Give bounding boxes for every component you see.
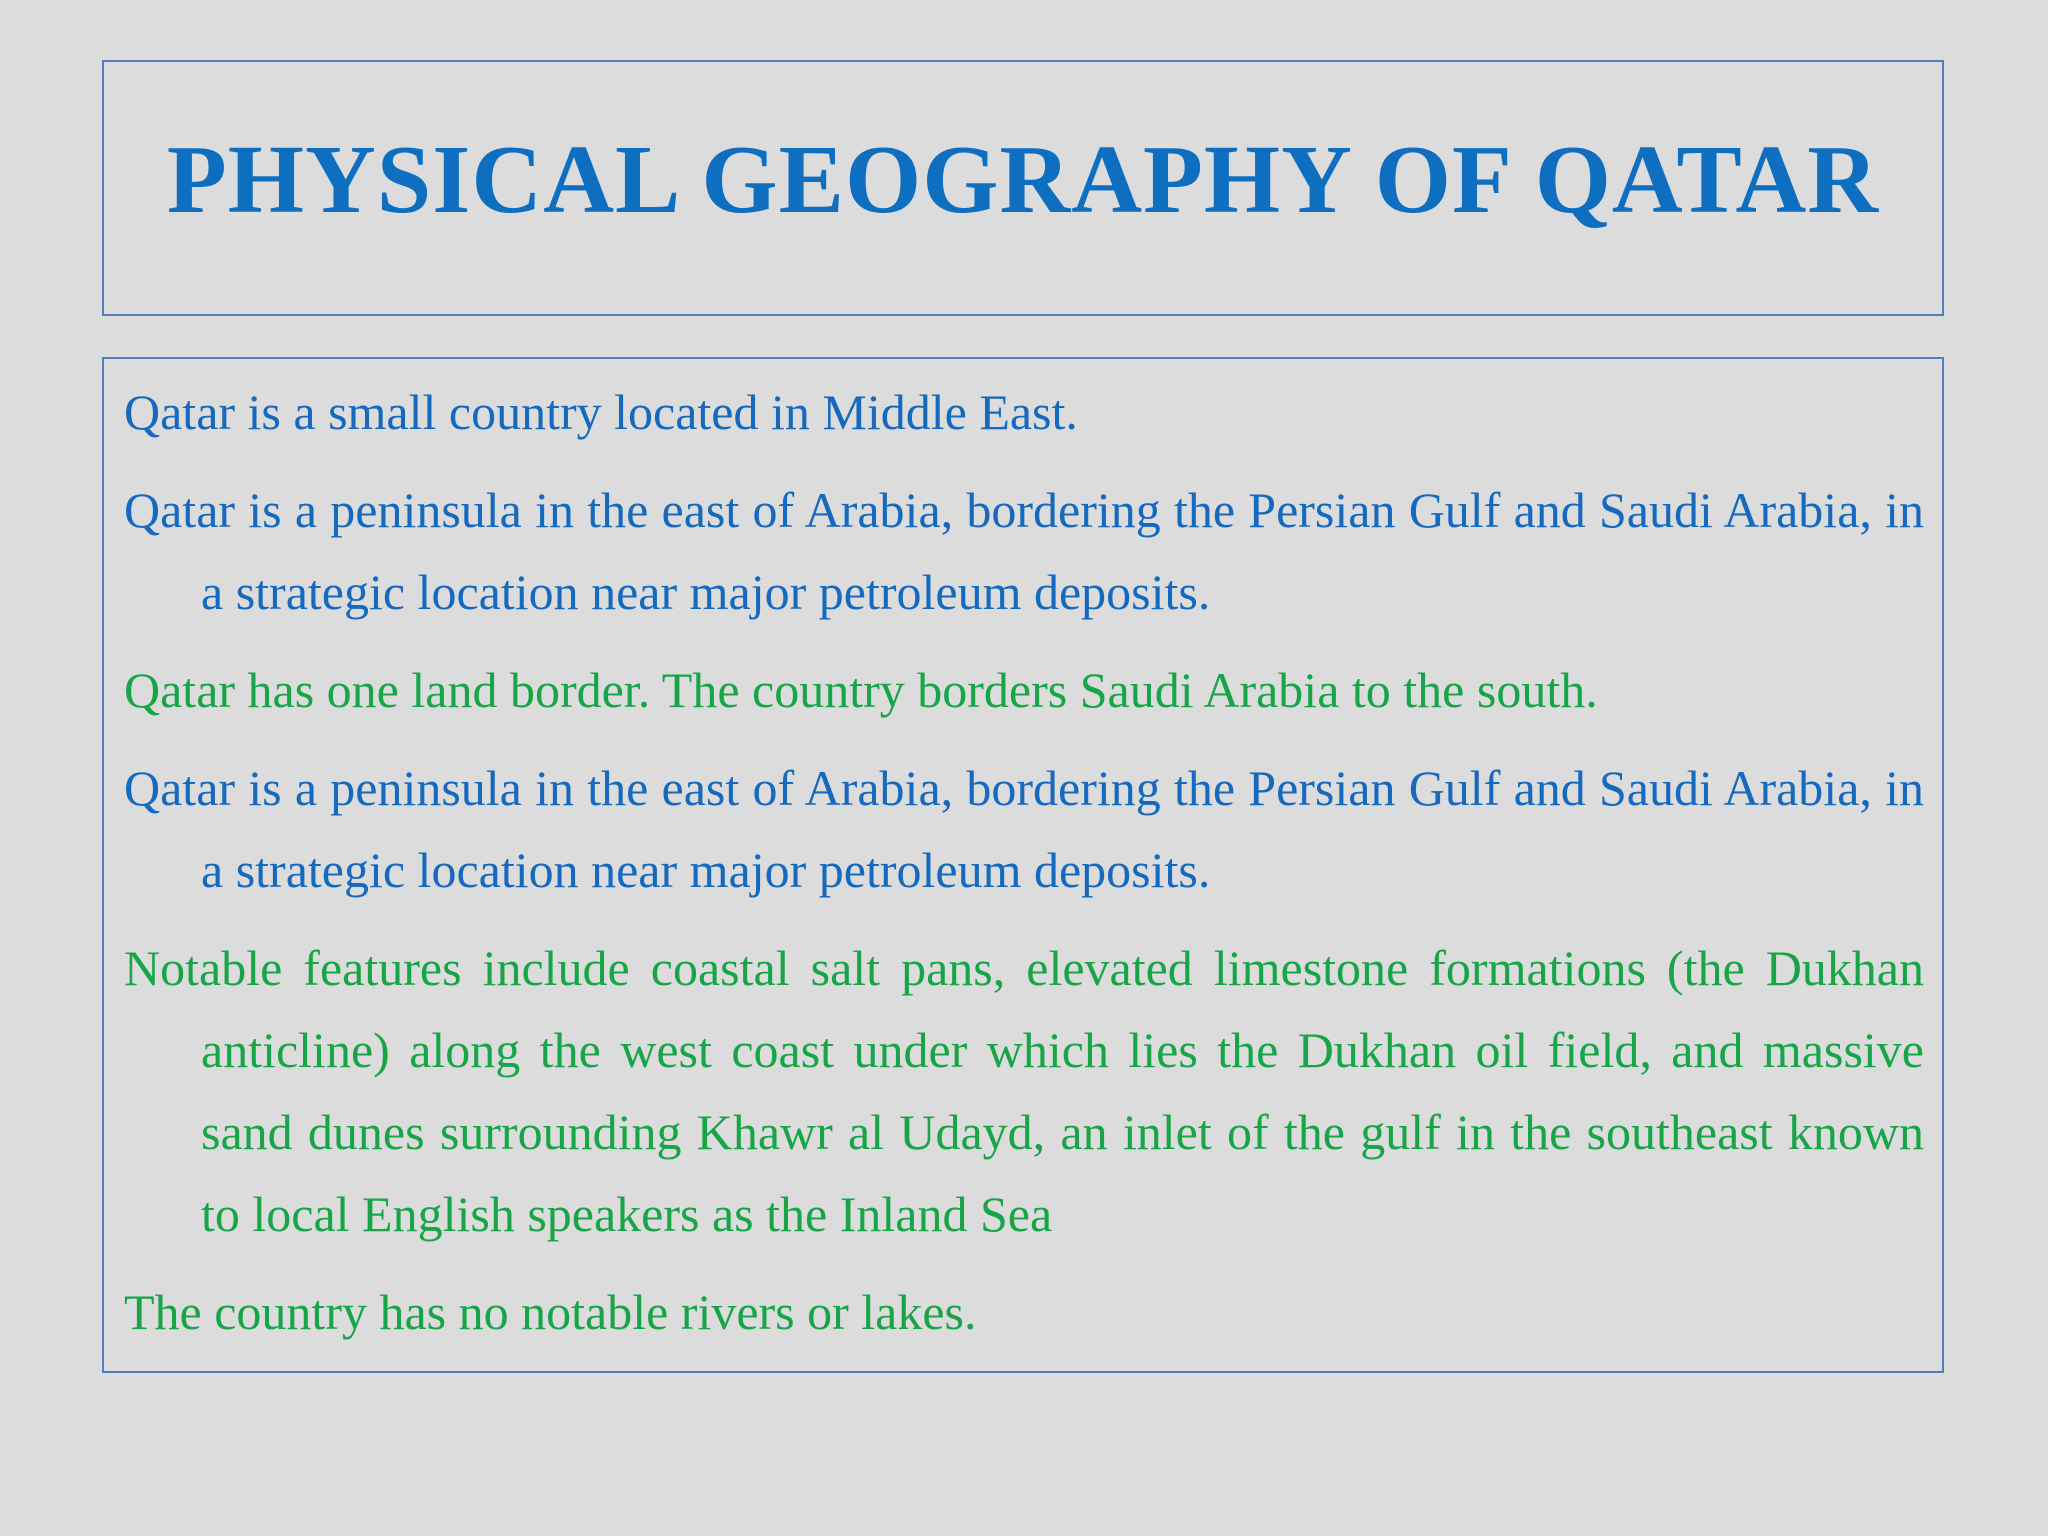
bullet-item: Qatar is a small country located in Middle East. — [124, 384, 1078, 440]
bullet-item: Qatar has one land border. The country borders Saudi Arabia to the south. — [124, 662, 1598, 718]
bullet-item: Qatar is a peninsula in the east of Arabia, bordering the Persian Gulf and Saudi Arabia, in a strategic location near major petroleum deposits. — [124, 482, 1924, 620]
bullet-item: Notable features include coastal salt pans, elevated limestone formations (the Dukhan anticline) along the west coast under which lies the Dukhan oil field, and massive sand dunes surrounding Khawr al Udayd, an inlet of the gulf in the southeast known to local English speakers as the Inland Sea — [124, 940, 1924, 1242]
bullet-list — [124, 371, 1924, 1369]
bullet-item: Qatar is a peninsula in the east of Arabia, bordering the Persian Gulf and Saudi Arabia, in a strategic location near major petroleum deposits. — [124, 760, 1924, 898]
title-box — [102, 60, 1944, 316]
slide-title: PHYSICAL GEOGRAPHY OF QATAR — [166, 126, 1880, 234]
content-box — [102, 357, 1944, 1373]
bullet-item: The country has no notable rivers or lakes. — [124, 1284, 977, 1340]
